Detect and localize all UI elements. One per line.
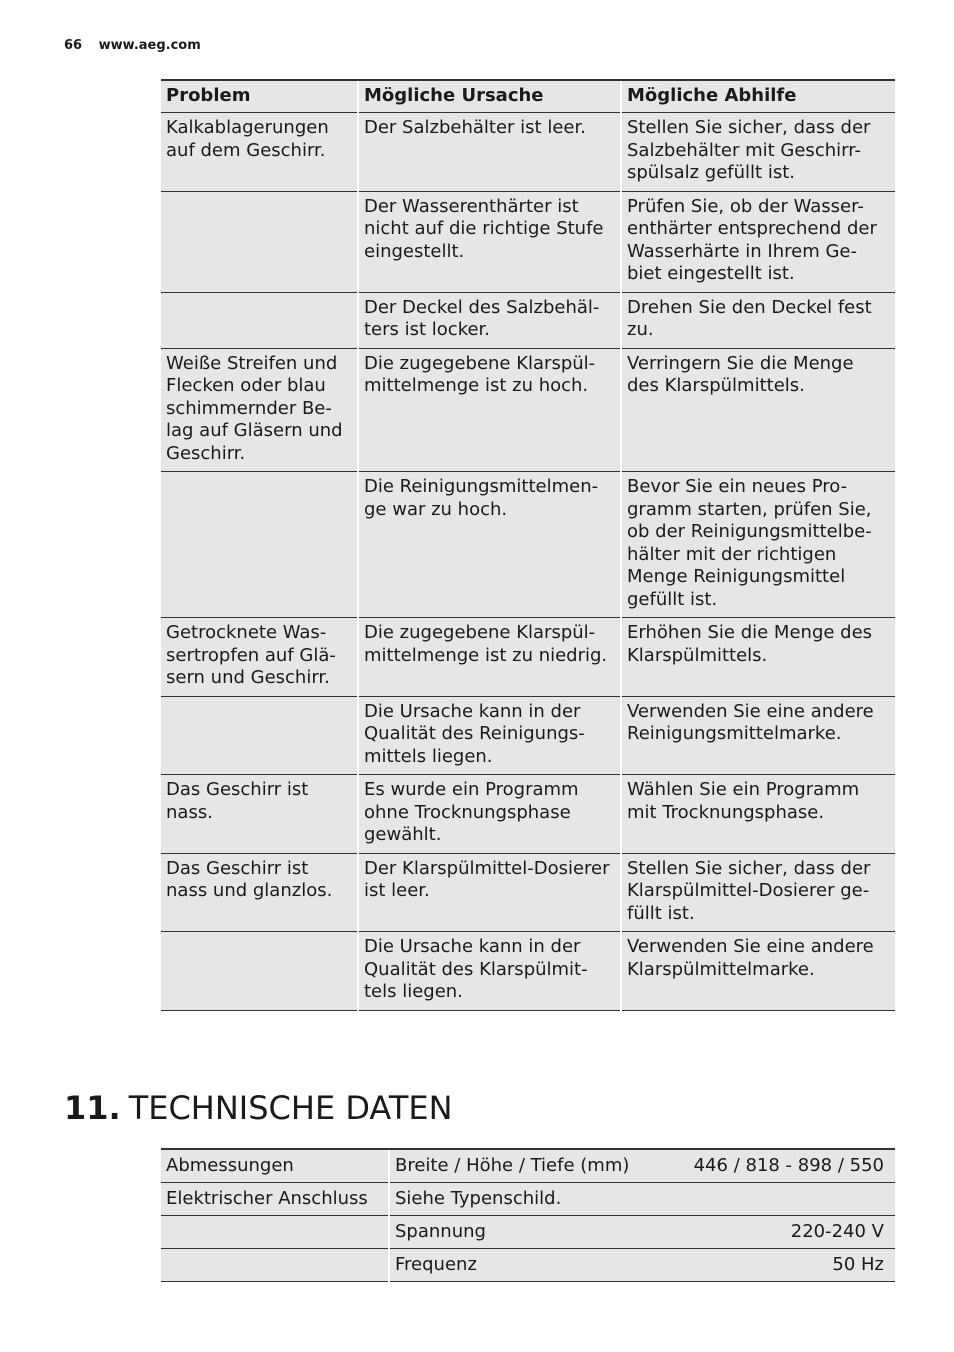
- remedy-cell: Prüfen Sie, ob der Wasser-enthärter entsprechend der Wasserhärte in Ihrem Ge-biet eingestellt ist.: [621, 191, 895, 292]
- problem-cell: [161, 292, 358, 348]
- remedy-cell: Verwenden Sie eine andere Reinigungsmittelmarke.: [621, 696, 895, 775]
- spec-value: 220-240 V: [669, 1216, 895, 1249]
- cause-cell: Die Ursache kann in der Qualität des Klarspülmit-tels liegen.: [358, 932, 621, 1011]
- section-title: TECHNISCHE DATEN: [128, 1089, 453, 1127]
- column-header: Problem: [161, 80, 358, 113]
- tech-row: [161, 1249, 895, 1282]
- problem-cell: Das Geschirr ist nass.: [161, 775, 358, 854]
- table-row: [161, 472, 895, 618]
- remedy-cell: Stellen Sie sicher, dass der Klarspülmittel-Dosierer ge-füllt ist.: [621, 853, 895, 932]
- section-number: 11.: [64, 1089, 121, 1127]
- tech-row: [161, 1183, 895, 1216]
- column-header: Mögliche Abhilfe: [621, 80, 895, 113]
- cause-cell: Es wurde ein Programm ohne Trocknungsphase gewählt.: [358, 775, 621, 854]
- problem-cell: [161, 191, 358, 292]
- cause-cell: Die Ursache kann in der Qualität des Reinigungs-mittels liegen.: [358, 696, 621, 775]
- remedy-cell: Drehen Sie den Deckel fest zu.: [621, 292, 895, 348]
- table-row: [161, 775, 895, 854]
- column-header: Mögliche Ursache: [358, 80, 621, 113]
- table-header-row: [161, 80, 895, 113]
- spec-category: [161, 1216, 389, 1249]
- table-row: [161, 292, 895, 348]
- problem-cell: Kalkablagerungen auf dem Geschirr.: [161, 113, 358, 192]
- problem-cell: [161, 696, 358, 775]
- spec-value: 446 / 818 - 898 / 550: [669, 1149, 895, 1183]
- spec-value: 50 Hz: [669, 1249, 895, 1282]
- page-header: [64, 38, 201, 53]
- remedy-cell: Verringern Sie die Menge des Klarspülmittels.: [621, 348, 895, 472]
- page-number: 66: [64, 38, 83, 53]
- problem-cell: Das Geschirr ist nass und glanzlos.: [161, 853, 358, 932]
- spec-value: [669, 1183, 895, 1216]
- spec-parameter: Spannung: [389, 1216, 669, 1249]
- problem-cell: [161, 472, 358, 618]
- spec-category: Elektrischer Anschluss: [161, 1183, 389, 1216]
- cause-cell: Die Reinigungsmittelmen-ge war zu hoch.: [358, 472, 621, 618]
- cause-cell: Die zugegebene Klarspül-mittelmenge ist zu hoch.: [358, 348, 621, 472]
- table-row: [161, 618, 895, 697]
- table-row: [161, 113, 895, 192]
- problem-cell: Getrocknete Was-sertropfen auf Glä-sern und Geschirr.: [161, 618, 358, 697]
- remedy-cell: Wählen Sie ein Programm mit Trocknungsphase.: [621, 775, 895, 854]
- remedy-cell: Verwenden Sie eine andere Klarspülmittelmarke.: [621, 932, 895, 1011]
- remedy-cell: Bevor Sie ein neues Pro-gramm starten, prüfen Sie, ob der Reinigungsmittelbe-hälter mit der richtigen Menge Reinigungsmittel gefüllt ist.: [621, 472, 895, 618]
- tech-row: [161, 1149, 895, 1183]
- remedy-cell: Stellen Sie sicher, dass der Salzbehälter mit Geschirr-spülsalz gefüllt ist.: [621, 113, 895, 192]
- spec-parameter: Siehe Typenschild.: [389, 1183, 669, 1216]
- spec-parameter: Frequenz: [389, 1249, 669, 1282]
- table-row: [161, 853, 895, 932]
- troubleshooting-table: [161, 79, 895, 1011]
- technical-data-table: [161, 1148, 895, 1282]
- table-row: [161, 932, 895, 1011]
- problem-cell: Weiße Streifen und Flecken oder blau schimmernder Be-lag auf Gläsern und Geschirr.: [161, 348, 358, 472]
- section-heading: [64, 1088, 453, 1128]
- cause-cell: Die zugegebene Klarspül-mittelmenge ist zu niedrig.: [358, 618, 621, 697]
- cause-cell: Der Klarspülmittel-Dosierer ist leer.: [358, 853, 621, 932]
- spec-category: [161, 1249, 389, 1282]
- tech-row: [161, 1216, 895, 1249]
- remedy-cell: Erhöhen Sie die Menge des Klarspülmittels.: [621, 618, 895, 697]
- table-row: [161, 696, 895, 775]
- cause-cell: Der Deckel des Salzbehäl-ters ist locker.: [358, 292, 621, 348]
- website-url[interactable]: www.aeg.com: [98, 38, 201, 53]
- table-row: [161, 348, 895, 472]
- spec-parameter: Breite / Höhe / Tiefe (mm): [389, 1149, 669, 1183]
- cause-cell: Der Salzbehälter ist leer.: [358, 113, 621, 192]
- problem-cell: [161, 932, 358, 1011]
- spec-category: Abmessungen: [161, 1149, 389, 1183]
- cause-cell: Der Wasserenthärter ist nicht auf die richtige Stufe eingestellt.: [358, 191, 621, 292]
- table-row: [161, 191, 895, 292]
